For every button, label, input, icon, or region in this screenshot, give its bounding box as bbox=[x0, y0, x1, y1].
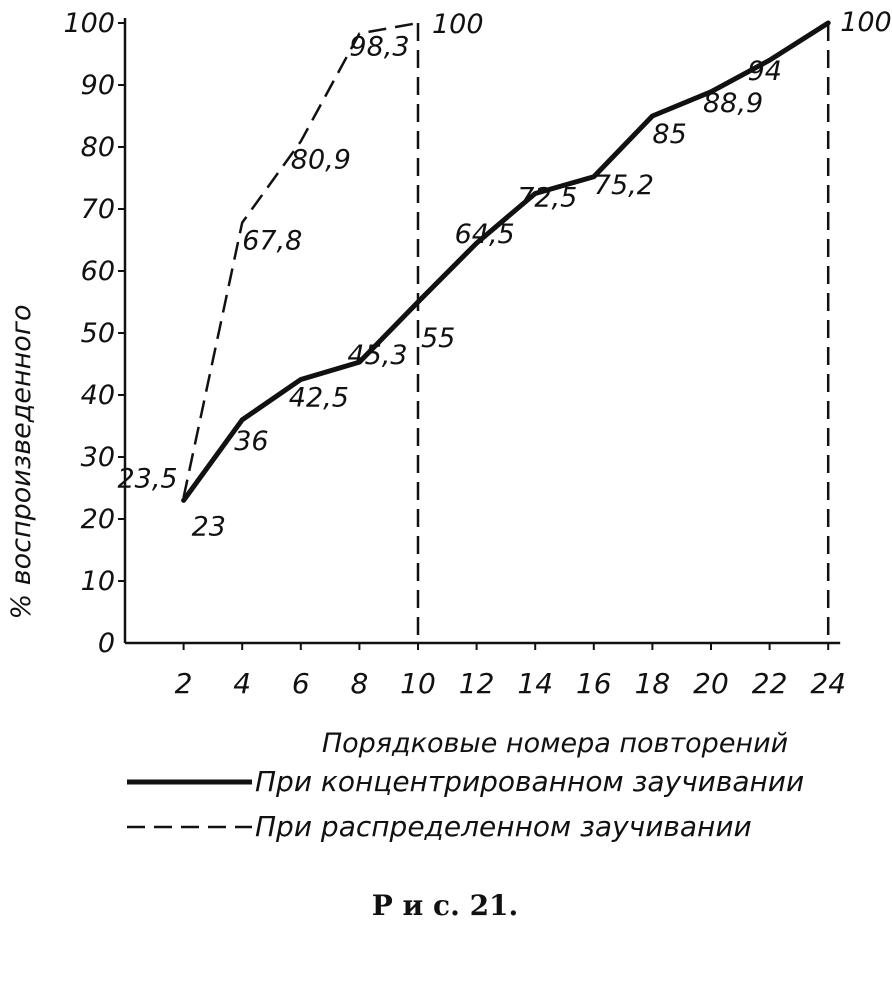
y-tick-label: 40 bbox=[80, 380, 115, 411]
y-tick-label: 80 bbox=[80, 132, 115, 163]
x-tick-label: 10 bbox=[400, 667, 436, 700]
data-label-concentrated: 72,5 bbox=[517, 182, 578, 214]
x-axis-title: Порядковые номера повторений bbox=[321, 728, 789, 759]
series-distributed-line bbox=[184, 23, 418, 497]
data-label-concentrated: 75,2 bbox=[593, 169, 654, 201]
data-label-concentrated: 64,5 bbox=[454, 219, 515, 251]
data-label-distributed: 100 bbox=[432, 9, 484, 40]
x-tick-label: 14 bbox=[517, 667, 554, 700]
x-tick-label: 16 bbox=[575, 667, 612, 700]
x-tick-label: 20 bbox=[693, 667, 729, 700]
y-tick-label: 60 bbox=[80, 256, 115, 287]
x-tick-label: 24 bbox=[810, 667, 847, 700]
legend-label-distributed: При распределенном заучивании bbox=[255, 810, 752, 843]
y-axis-title: % воспроизведенного bbox=[6, 304, 37, 620]
y-tick-label: 70 bbox=[80, 194, 115, 225]
data-label-concentrated: 55 bbox=[421, 323, 456, 354]
legend bbox=[127, 765, 804, 843]
data-label-distributed: 23,5 bbox=[117, 463, 178, 495]
figure-caption: Р и с. 21. bbox=[371, 889, 519, 922]
y-tick-label: 50 bbox=[80, 318, 115, 349]
y-axis-ticks bbox=[63, 8, 125, 659]
y-tick-label: 20 bbox=[80, 504, 115, 535]
legend-label-concentrated: При концентрированном заучивании bbox=[255, 765, 805, 798]
x-tick-label: 2 bbox=[174, 667, 193, 700]
x-tick-label: 6 bbox=[291, 667, 310, 700]
y-tick-label: 0 bbox=[97, 628, 115, 659]
x-axis-ticks bbox=[175, 643, 846, 700]
x-tick-label: 12 bbox=[458, 667, 495, 700]
data-label-concentrated: 23 bbox=[191, 511, 226, 543]
data-label-concentrated: 94 bbox=[747, 56, 782, 88]
x-tick-label: 22 bbox=[751, 667, 788, 700]
data-label-concentrated: 45,3 bbox=[347, 340, 408, 372]
x-tick-label: 18 bbox=[634, 667, 671, 700]
data-label-distributed: 67,8 bbox=[242, 225, 303, 257]
y-tick-label: 100 bbox=[63, 8, 115, 39]
y-tick-label: 90 bbox=[80, 70, 115, 101]
data-label-concentrated: 42,5 bbox=[288, 382, 349, 414]
x-tick-label: 8 bbox=[350, 667, 369, 700]
y-tick-label: 30 bbox=[80, 442, 115, 473]
data-label-distributed: 98,3 bbox=[349, 31, 410, 63]
data-label-distributed: 80,9 bbox=[290, 144, 351, 176]
data-labels bbox=[117, 7, 891, 542]
data-label-concentrated: 100 bbox=[840, 7, 892, 38]
y-tick-label: 10 bbox=[80, 566, 115, 597]
x-tick-label: 4 bbox=[233, 667, 252, 700]
data-label-concentrated: 88,9 bbox=[703, 87, 764, 119]
data-label-concentrated: 36 bbox=[234, 425, 269, 457]
data-label-concentrated: 85 bbox=[652, 119, 687, 150]
